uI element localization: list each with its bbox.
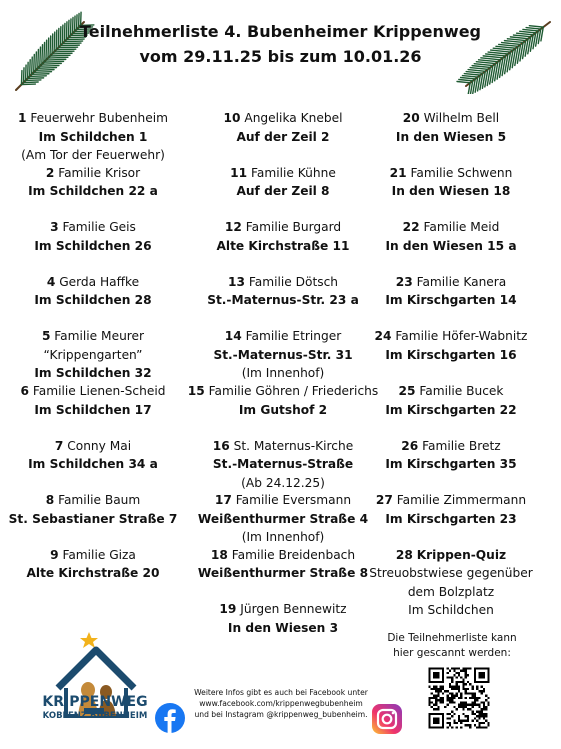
entry-number: 1 [17,111,27,125]
entry-name: Familie Etringer [245,329,342,344]
entry-title [351,382,551,401]
entry-number: 11 [230,165,248,180]
entry-name: Familie Schwenn [410,165,513,180]
list-entry-4 [0,273,193,310]
scan-hint-line1: Die Teilnehmerliste kann [387,632,517,644]
entry-name: Krippen-Quiz [416,547,507,562]
entry-number: 15 [187,384,205,398]
list-entry-6 [0,382,193,419]
entry-title [0,437,193,456]
entry-title [0,327,193,346]
entry-title [351,109,551,128]
entry-number: 17 [214,493,232,508]
entry-title [351,546,551,565]
entry-note: “Krippengarten” [43,347,143,362]
entry-name: Familie Dötsch [248,274,338,289]
entry-number: 6 [20,384,30,398]
entry-number: 28 [395,547,413,562]
entry-address: Alte Kirchstraße 11 [216,238,350,253]
entry-name: Familie Kanera [416,274,507,289]
list-entry-23 [351,273,551,310]
entry-note: (Am Tor der Feuerwehr) [21,148,165,162]
entry-name: Familie Lienen-Scheid [32,384,166,398]
entry-title [351,218,551,237]
entry-address: Im Schildchen 1 [38,129,148,144]
entry-address: Im Kirschgarten 16 [385,347,517,362]
entry-address: Weißenthurmer Straße 8 [197,566,369,581]
entry-address: Im Schildchen 22 a [28,184,158,199]
entry-address: St.-Maternus-Straße [212,457,354,472]
entry-title [351,327,551,346]
entry-note: (Im Innenhof) [241,530,325,545]
entry-note: (Ab 24.12.25) [241,475,325,490]
entry-name: Familie Meurer [54,329,145,344]
entry-address: Im Kirschgarten 14 [385,293,517,308]
entry-address: In den Wiesen 5 [395,129,507,144]
qr-code[interactable] [426,665,492,731]
entry-detail: Im Schildchen [408,603,494,618]
entry-address: St.-Maternus-Str. 23 a [207,293,359,308]
entry-number: 24 [374,329,392,344]
page-title: Teilnehmerliste 4. Bubenheimer Krippenweg [80,22,481,41]
entry-title [0,546,193,565]
entry-title [351,437,551,456]
list-entry-27 [351,491,551,528]
entry-name: Familie Burgard [245,220,342,235]
entry-number: 18 [210,547,228,562]
entry-name: Familie Meid [423,220,500,235]
entry-name: Familie Baum [58,493,141,508]
entry-detail: Streuobstwiese gegenüber [369,566,533,581]
list-entry-1 [0,109,193,165]
list-entry-8 [0,491,193,528]
entry-title [0,109,193,128]
entry-note: (Im Innenhof) [241,366,325,381]
entry-number: 13 [228,274,245,289]
entry-name: Familie Göhren / Friederichs [208,384,379,398]
entry-number: 25 [398,384,416,398]
page-subtitle: vom 29.11.25 bis zum 10.01.26 [139,47,422,66]
entry-number: 26 [401,438,419,453]
logo-title: KRIPPENWEG [42,694,148,710]
entry-name: Familie Krisor [58,165,141,180]
entry-address: Im Kirschgarten 23 [385,511,517,526]
entry-name: Familie Giza [62,547,136,562]
entry-address: In den Wiesen 18 [391,184,511,199]
entry-number: 20 [402,111,420,125]
entry-address: Im Schildchen 34 a [28,457,158,472]
entry-number: 4 [46,274,56,289]
entry-address: Weißenthurmer Straße 4 [197,511,369,526]
entry-name: Angelika Knebel [244,111,343,125]
entry-address: Im Gutshof 2 [238,402,328,417]
list-entry-21 [351,164,551,201]
list-entry-7 [0,437,193,474]
entry-name: Familie Bucek [419,384,504,398]
entry-name: Conny Mai [67,438,132,453]
entry-number: 22 [402,220,420,235]
entry-number: 3 [50,220,59,235]
entry-number: 16 [212,438,230,453]
entry-address: Im Kirschgarten 22 [385,402,517,417]
entry-name: St. Maternus-Kirche [233,438,354,453]
entry-number: 14 [224,329,242,344]
entry-name: Familie Bretz [422,438,501,453]
entry-number: 7 [54,438,64,453]
logo-subtitle: KOBLENZ BUBENHEIM [42,711,148,721]
entry-address: Im Schildchen 17 [34,402,152,417]
list-entry-28 [351,546,551,620]
entry-name: Familie Zimmermann [396,493,527,508]
entry-number: 19 [219,602,237,617]
entry-address: St.-Maternus-Str. 31 [213,347,353,362]
instagram-handle[interactable]: und bei Instagram @krippenweg_bubenheim. [194,710,368,719]
entry-title [0,491,193,510]
facebook-icon[interactable] [155,703,185,733]
entry-address: Im Schildchen 32 [34,366,152,381]
entry-number: 12 [224,220,242,235]
instagram-icon[interactable] [371,703,403,735]
list-entry-22 [351,218,551,255]
list-entry-25 [351,382,551,419]
entry-number: 9 [50,547,59,562]
footer-info [193,687,369,720]
entry-address: Auf der Zeil 8 [236,184,330,199]
entry-number: 27 [375,493,393,508]
entry-title [0,218,193,237]
entry-number: 2 [45,165,55,180]
entry-address: Auf der Zeil 2 [236,129,330,144]
footer-line1: Weitere Infos gibt es auch bei Facebook unter [194,688,368,697]
entry-title [0,382,193,401]
list-entry-26 [351,437,551,474]
entry-title [0,164,193,183]
entry-name: Feuerwehr Bubenheim [30,111,169,125]
entry-name: Gerda Haffke [59,274,140,289]
entry-address: Im Schildchen 28 [34,293,152,308]
entry-address: Im Schildchen 26 [34,238,152,253]
list-entry-20 [351,109,551,146]
facebook-link[interactable]: www.facebook.com/krippenwegbubenheim [199,699,363,708]
entry-number: 5 [41,329,51,344]
entry-number: 23 [395,274,413,289]
entry-number: 8 [45,493,55,508]
list-entry-24 [351,327,551,364]
entry-name: Familie Breidenbach [231,547,356,562]
list-entry-5 [0,327,193,383]
entry-address: St. Sebastianer Straße 7 [8,511,178,526]
entry-name: Familie Kühne [251,165,336,180]
entry-address: In den Wiesen 15 a [385,238,517,253]
list-entry-9 [0,546,193,583]
entry-name: Wilhelm Bell [423,111,500,125]
entry-address: Alte Kirchstraße 20 [26,566,160,581]
list-entry-3 [0,218,193,255]
entry-address: Im Kirschgarten 35 [385,457,517,472]
entry-number: 10 [223,111,241,125]
entry-title [0,273,193,292]
entry-detail: dem Bolzplatz [407,584,495,599]
scan-hint [368,631,536,661]
entry-title [351,164,551,183]
entry-name: Familie Geis [62,220,136,235]
entry-title [351,491,551,510]
entry-title [351,273,551,292]
entry-name: Familie Höfer-Wabnitz [395,329,528,344]
entry-name: Jürgen Bennewitz [240,602,347,617]
entry-name: Familie Eversmann [235,493,352,508]
entry-number: 21 [389,165,407,180]
list-entry-2 [0,164,193,201]
entry-address: In den Wiesen 3 [227,620,339,635]
scan-hint-line2: hier gescannt werden: [393,647,511,659]
